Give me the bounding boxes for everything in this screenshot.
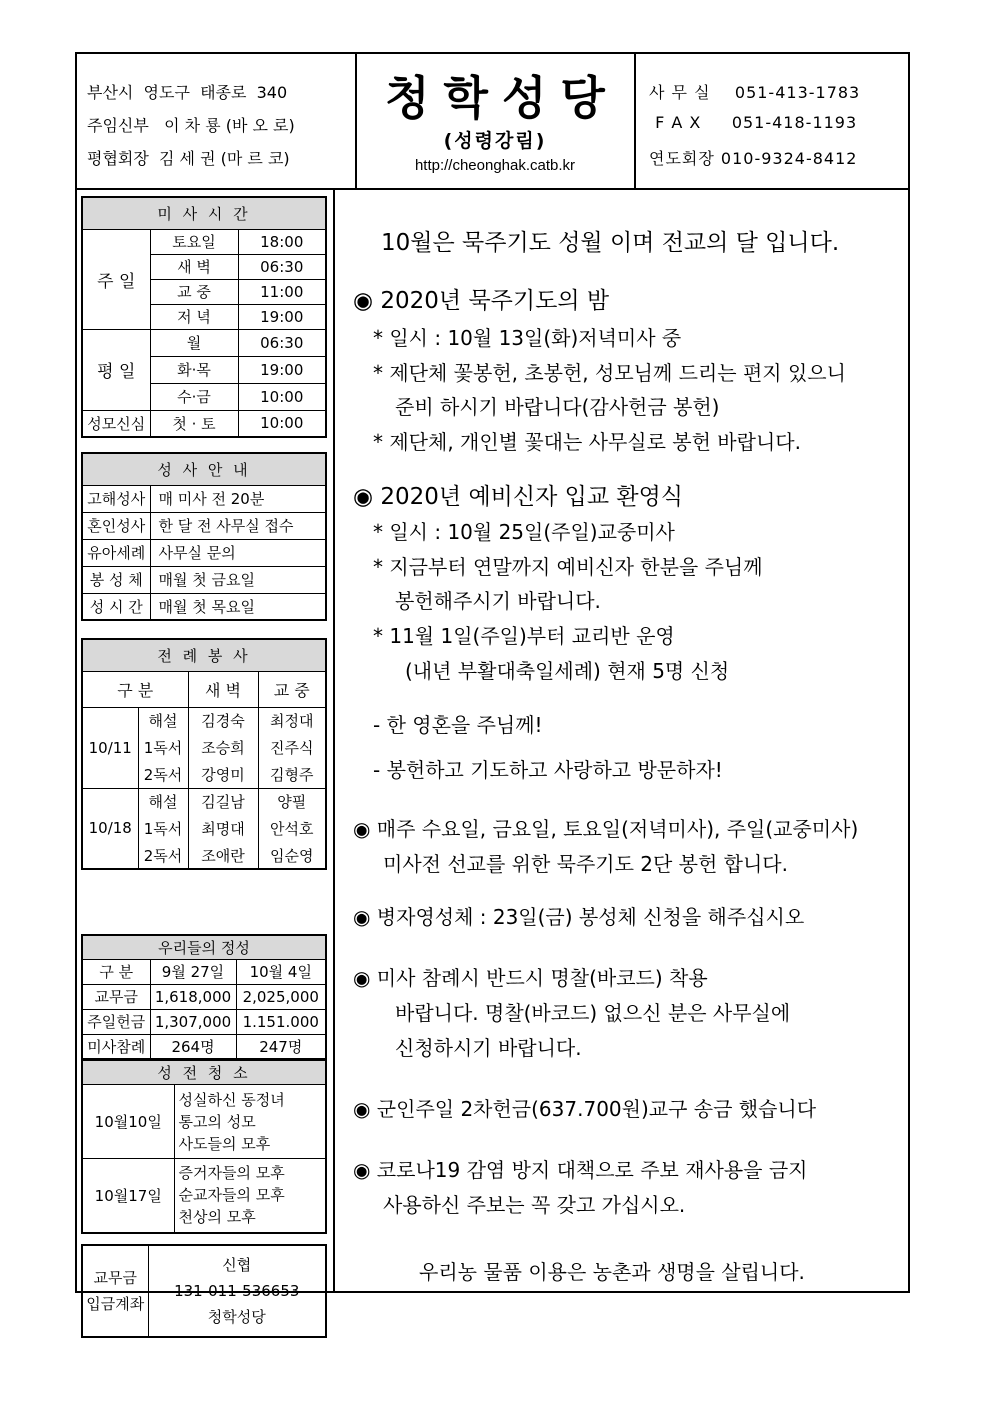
sacrament-value: 한 달 전 사무실 접수 xyxy=(150,512,326,539)
union-row xyxy=(649,146,857,169)
liturgy-section xyxy=(81,638,327,870)
liturgy-role: 해설 xyxy=(138,707,188,734)
account-label-line1: 교무금 xyxy=(93,1269,137,1287)
mass-time: 19:00 xyxy=(238,304,326,329)
church-url[interactable]: http://cheonghak.catb.kr xyxy=(414,157,576,174)
cleaning-date: 10월17일 xyxy=(82,1159,174,1233)
rosary-line: * 일시 : 10월 13일(화)저녁미사 중 xyxy=(373,326,682,350)
liturgy-date: 10/18 xyxy=(82,788,138,869)
liturgy-dawn: 강영미 xyxy=(188,761,258,788)
notice-rosary-line: 미사전 선교를 위한 묵주기도 2단 봉헌 합니다. xyxy=(383,852,788,876)
church-address: 부산시 영도구 태종로 340 xyxy=(87,83,288,102)
cleaning-group: 천상의 모후 xyxy=(178,1208,256,1227)
cleaning-groups xyxy=(174,1085,326,1159)
mass-time: 18:00 xyxy=(238,229,326,254)
offerings-section xyxy=(81,934,327,1234)
liturgy-dawn: 김경숙 xyxy=(188,707,258,734)
liturgy-main: 김형주 xyxy=(258,761,326,788)
office-row xyxy=(649,80,860,103)
rosary-line: 준비 하시기 바랍니다(감사헌금 봉헌) xyxy=(395,395,720,419)
mass-day: 저 녁 xyxy=(150,304,238,329)
council-name: 김 세 권 (마 르 코) xyxy=(159,149,290,168)
cleaning-group: 통고의 성모 xyxy=(178,1112,256,1131)
office-label: 사 무 실 xyxy=(649,83,711,102)
liturgy-dawn: 김길남 xyxy=(188,788,258,815)
offerings-col-date1: 9월 27일 xyxy=(150,959,236,984)
notice-covid-line: ◉ 코로나19 감염 방지 대책으로 주보 재사용을 금지 xyxy=(353,1158,808,1182)
sacrament-value: 사무실 문의 xyxy=(150,539,326,566)
union-label: 연도회장 xyxy=(649,149,715,168)
mass-times-section xyxy=(81,196,327,438)
account-holder: 청학성당 xyxy=(207,1308,266,1326)
fax-row xyxy=(649,113,857,132)
offerings-table xyxy=(81,934,327,1060)
mass-day: 월 xyxy=(150,329,238,356)
liturgy-main: 양필 xyxy=(258,788,326,815)
notice-nametag-line: ◉ 미사 참례시 반드시 명찰(바코드) 착용 xyxy=(353,966,708,990)
offering-value: 2,025,000 xyxy=(236,984,326,1009)
cleaning-group: 사도들의 모후 xyxy=(178,1134,271,1153)
liturgy-role: 해설 xyxy=(138,788,188,815)
headline: 10월은 묵주기도 성월 이며 전교의 달 입니다. xyxy=(381,230,840,256)
header-contacts xyxy=(635,54,908,188)
sacrament-value: 매월 첫 목요일 xyxy=(150,593,326,620)
catechumen-line: * 지금부터 연말까지 예비신자 한분을 주님께 xyxy=(373,555,763,579)
slogan-line: - 한 영혼을 주님께! xyxy=(373,713,543,737)
mass-day: 토요일 xyxy=(150,229,238,254)
liturgy-role: 1독서 xyxy=(138,734,188,761)
header xyxy=(77,54,908,190)
sacraments-table xyxy=(81,452,327,621)
sacrament-label: 고해성사 xyxy=(82,485,150,512)
column-divider xyxy=(333,188,335,1293)
account-bank: 신협 xyxy=(222,1256,252,1274)
notice-covid-line: 사용하신 주보는 꼭 갖고 가십시오. xyxy=(383,1193,686,1217)
slogan-line: - 봉헌하고 기도하고 사랑하고 방문하자! xyxy=(373,758,723,782)
notice-nametag-line: 바랍니다. 명찰(바코드) 없으신 분은 사무실에 xyxy=(395,1001,791,1025)
account-number: 131-011-536653 xyxy=(174,1282,300,1300)
liturgy-table xyxy=(81,638,327,870)
feast-name: (성령강림) xyxy=(443,130,547,152)
liturgy-col-dawn: 새 벽 xyxy=(188,671,258,707)
weekday-label: 평 일 xyxy=(82,329,150,410)
mass-time: 19:00 xyxy=(238,356,326,383)
mass-time: 06:30 xyxy=(238,329,326,356)
liturgy-dawn: 조애란 xyxy=(188,842,258,869)
section-rosary-title: ◉ 2020년 묵주기도의 밤 xyxy=(353,288,610,314)
account-section xyxy=(81,1244,327,1338)
liturgy-col-main: 교 중 xyxy=(258,671,326,707)
cleaning-title: 성 전 청 소 xyxy=(82,1061,326,1085)
offering-label: 교무금 xyxy=(82,984,150,1009)
church-name: 청학성당 xyxy=(385,71,619,125)
mass-times-table xyxy=(81,196,327,438)
catechumen-line: * 11월 1일(주일)부터 교리반 운영 xyxy=(373,624,675,648)
sacrament-value: 매월 첫 금요일 xyxy=(150,566,326,593)
devotion-label: 성모신심 xyxy=(82,410,150,437)
mass-time: 11:00 xyxy=(238,279,326,304)
offering-value: 1,307,000 xyxy=(150,1009,236,1034)
fax-label: F A X xyxy=(655,113,702,132)
cleaning-table xyxy=(81,1060,327,1234)
offering-value: 264명 xyxy=(150,1034,236,1059)
offering-value: 1.151.000 xyxy=(236,1009,326,1034)
cleaning-group: 순교자들의 모후 xyxy=(178,1186,285,1205)
section-catechumen-title: ◉ 2020년 예비신자 입교 환영식 xyxy=(353,484,684,510)
rosary-line: * 제단체, 개인별 꽃대는 사무실로 봉헌 바랍니다. xyxy=(373,430,801,454)
offering-label: 주일헌금 xyxy=(82,1009,150,1034)
sunday-label: 주 일 xyxy=(82,229,150,329)
office-phone: 051-413-1783 xyxy=(734,83,861,102)
sacrament-value: 매 미사 전 20분 xyxy=(150,485,326,512)
account-details xyxy=(148,1245,326,1337)
council-label: 평협회장 xyxy=(87,149,149,168)
catechumen-line: 봉헌해주시기 바랍니다. xyxy=(395,589,601,613)
liturgy-dawn: 조승희 xyxy=(188,734,258,761)
header-left xyxy=(77,54,357,188)
offerings-title: 우리들의 정성 xyxy=(82,935,326,959)
liturgy-title: 전 례 봉 사 xyxy=(82,639,326,671)
liturgy-role: 2독서 xyxy=(138,842,188,869)
offerings-col-date2: 10월 4일 xyxy=(236,959,326,984)
liturgy-main: 임순영 xyxy=(258,842,326,869)
rosary-line: * 제단체 꽃봉헌, 초봉헌, 성모님께 드리는 편지 있으니 xyxy=(373,361,846,385)
catechumen-line: * 일시 : 10월 25일(주일)교중미사 xyxy=(373,520,675,544)
mass-day: 교 중 xyxy=(150,279,238,304)
cleaning-group: 증거자들의 모후 xyxy=(178,1164,285,1183)
notice-rosary-line: ◉ 매주 수요일, 금요일, 토요일(저녁미사), 주일(교중미사) xyxy=(353,817,859,841)
notice-military: ◉ 군인주일 2차헌금(637.700원)교구 송금 했습니다 xyxy=(353,1097,817,1121)
catechumen-line: (내년 부활대축일세례) 현재 5명 신청 xyxy=(405,659,730,683)
offering-value: 1,618,000 xyxy=(150,984,236,1009)
liturgy-dawn: 최명대 xyxy=(188,815,258,842)
mass-time: 10:00 xyxy=(238,383,326,410)
devotion-time: 10:00 xyxy=(238,410,326,437)
priest-row xyxy=(87,113,295,136)
cleaning-group: 성실하신 동정녀 xyxy=(178,1090,285,1109)
liturgy-main: 안석호 xyxy=(258,815,326,842)
offerings-col-category: 구 분 xyxy=(82,959,150,984)
account-label-line2: 입금계좌 xyxy=(86,1295,145,1313)
liturgy-main: 진주식 xyxy=(258,734,326,761)
union-phone: 010-9324-8412 xyxy=(720,149,858,168)
bulletin-frame xyxy=(75,52,910,1326)
liturgy-role: 1독서 xyxy=(138,815,188,842)
cleaning-groups xyxy=(174,1159,326,1233)
account-table xyxy=(81,1244,327,1338)
sacrament-label: 봉 성 체 xyxy=(82,566,150,593)
notice-nametag-line: 신청하시기 바랍니다. xyxy=(395,1036,582,1060)
liturgy-main: 최정대 xyxy=(258,707,326,734)
mass-times-title: 미 사 시 간 xyxy=(82,197,326,229)
account-label xyxy=(82,1245,148,1337)
mass-day: 수·금 xyxy=(150,383,238,410)
offering-label: 미사참례 xyxy=(82,1034,150,1059)
mass-day: 화·목 xyxy=(150,356,238,383)
devotion-day: 첫 · 토 xyxy=(150,410,238,437)
sacrament-label: 성 시 간 xyxy=(82,593,150,620)
notice-communion: ◉ 병자영성체 : 23일(금) 봉성체 신청을 해주십시오 xyxy=(353,905,805,929)
cleaning-date: 10월10일 xyxy=(82,1085,174,1159)
liturgy-role: 2독서 xyxy=(138,761,188,788)
footer-slogan: 우리농 물품 이용은 농촌과 생명을 살립니다. xyxy=(419,1260,805,1284)
sacrament-label: 혼인성사 xyxy=(82,512,150,539)
fax-phone: 051-418-1193 xyxy=(731,113,858,132)
sacraments-section xyxy=(81,452,327,621)
sacrament-label: 유아세례 xyxy=(82,539,150,566)
mass-day: 새 벽 xyxy=(150,254,238,279)
offering-value: 247명 xyxy=(236,1034,326,1059)
priest-name: 이 차 룡 (바 오 로) xyxy=(164,116,295,135)
sacraments-title: 성 사 안 내 xyxy=(82,453,326,485)
mass-time: 06:30 xyxy=(238,254,326,279)
header-title-block xyxy=(356,54,636,188)
priest-label: 주임신부 xyxy=(87,116,149,135)
liturgy-col-category: 구 분 xyxy=(82,671,188,707)
liturgy-date: 10/11 xyxy=(82,707,138,788)
council-row xyxy=(87,146,290,169)
